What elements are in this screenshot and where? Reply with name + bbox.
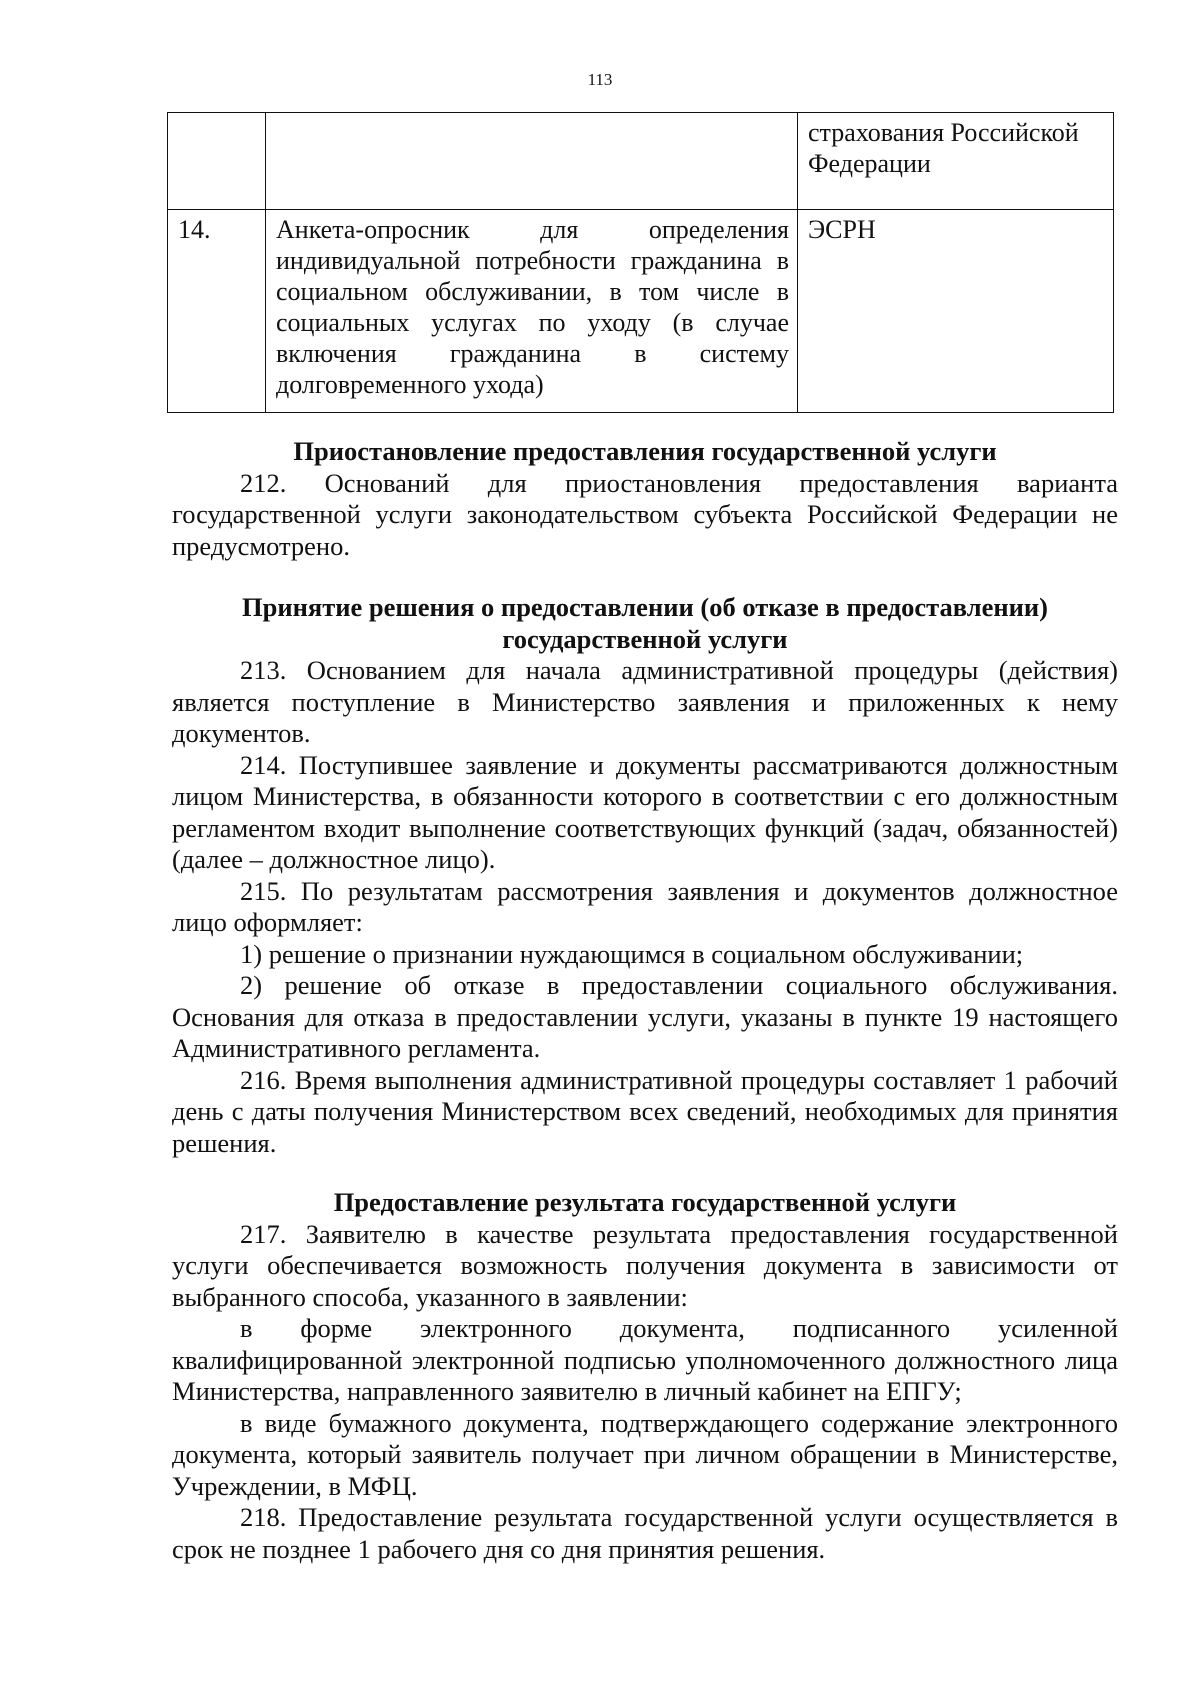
- section-heading-decision: [172, 592, 1118, 655]
- documents-table: [167, 112, 1114, 413]
- table-row: [168, 210, 1114, 413]
- paragraph-215-item-2: 2) решение об отказе в предоставлении социального обслуживания. Основания для отказа в предоставлении услуги, указаны в пункте 19 настоящего Административного регламента.: [172, 970, 1118, 1063]
- table-cell-number: 14.: [168, 210, 266, 413]
- paragraph-216: 216. Время выполнения административной процедуры составляет 1 рабочий день с даты получения Министерством всех сведений, необходимых для принятия решения.: [172, 1064, 1118, 1158]
- paragraph-217-electronic: в форме электронного документа, подписанного усиленной квалифицированной электронной подписью уполномоченного должностного лица Министерства, направленного заявителю в личный кабинет на ЕПГУ;: [172, 1313, 1118, 1406]
- paragraph-214: 214. Поступившее заявление и документы рассматриваются должностным лицом Министерства, в обязанности которого в соответствии с его должностным регламентом входит выполнение соответствующих функций (задач, обязанностей) (далее – должностное лицо).: [172, 749, 1118, 874]
- table-cell-source: ЭСРН: [798, 210, 1114, 413]
- paragraph-212: 212. Оснований для приостановления предоставления варианта государственной услуги законодательством субъекта Российской Федерации не предусмотрено.: [172, 467, 1118, 561]
- table-cell-document: Анкета-опросник для определения индивидуальной потребности гражданина в социальном обслуживании, в том числе в социальных услугах по уходу (в случае включения гражданина в систему долговременного ухода): [266, 210, 798, 413]
- table-row: [168, 113, 1114, 210]
- paragraph-218: 218. Предоставление результата государственной услуги осуществляется в срок не позднее 1 рабочего дня со дня принятия решения.: [172, 1502, 1118, 1564]
- table-cell-source: страхования Российской Федерации: [798, 113, 1114, 210]
- page-number: 113: [587, 70, 613, 89]
- section-heading-decision-line1: Принятие решения о предоставлении (об отказе в предоставлении): [242, 592, 1048, 622]
- document-body: [172, 436, 1118, 1565]
- section-heading-decision-line2: государственной услуги: [502, 623, 788, 654]
- paragraph-217: 217. Заявителю в качестве результата предоставления государственной услуги обеспечивается возможность получения документа в зависимости от выбранного способа, указанного в заявлении:: [172, 1218, 1118, 1312]
- table-cell-document: [266, 113, 798, 210]
- paragraph-215: 215. По результатам рассмотрения заявления и документов должностное лицо оформляет:: [172, 875, 1118, 937]
- section-heading-suspension: Приостановление предоставления государственной услуги: [293, 436, 997, 466]
- paragraph-215-item-1: 1) решение о признании нуждающимся в социальном обслуживании;: [240, 938, 1024, 969]
- section-heading-result: Предоставление результата государственной услуги: [333, 1187, 957, 1217]
- paragraph-217-paper: в виде бумажного документа, подтверждающего содержание электронного документа, который заявитель получает при личном обращении в Министерстве, Учреждении, в МФЦ.: [172, 1407, 1118, 1501]
- paragraph-213: 213. Основанием для начала административной процедуры (действия) является поступление в Министерство заявления и приложенных к нему документов.: [172, 655, 1118, 748]
- table-cell-number: [168, 113, 266, 210]
